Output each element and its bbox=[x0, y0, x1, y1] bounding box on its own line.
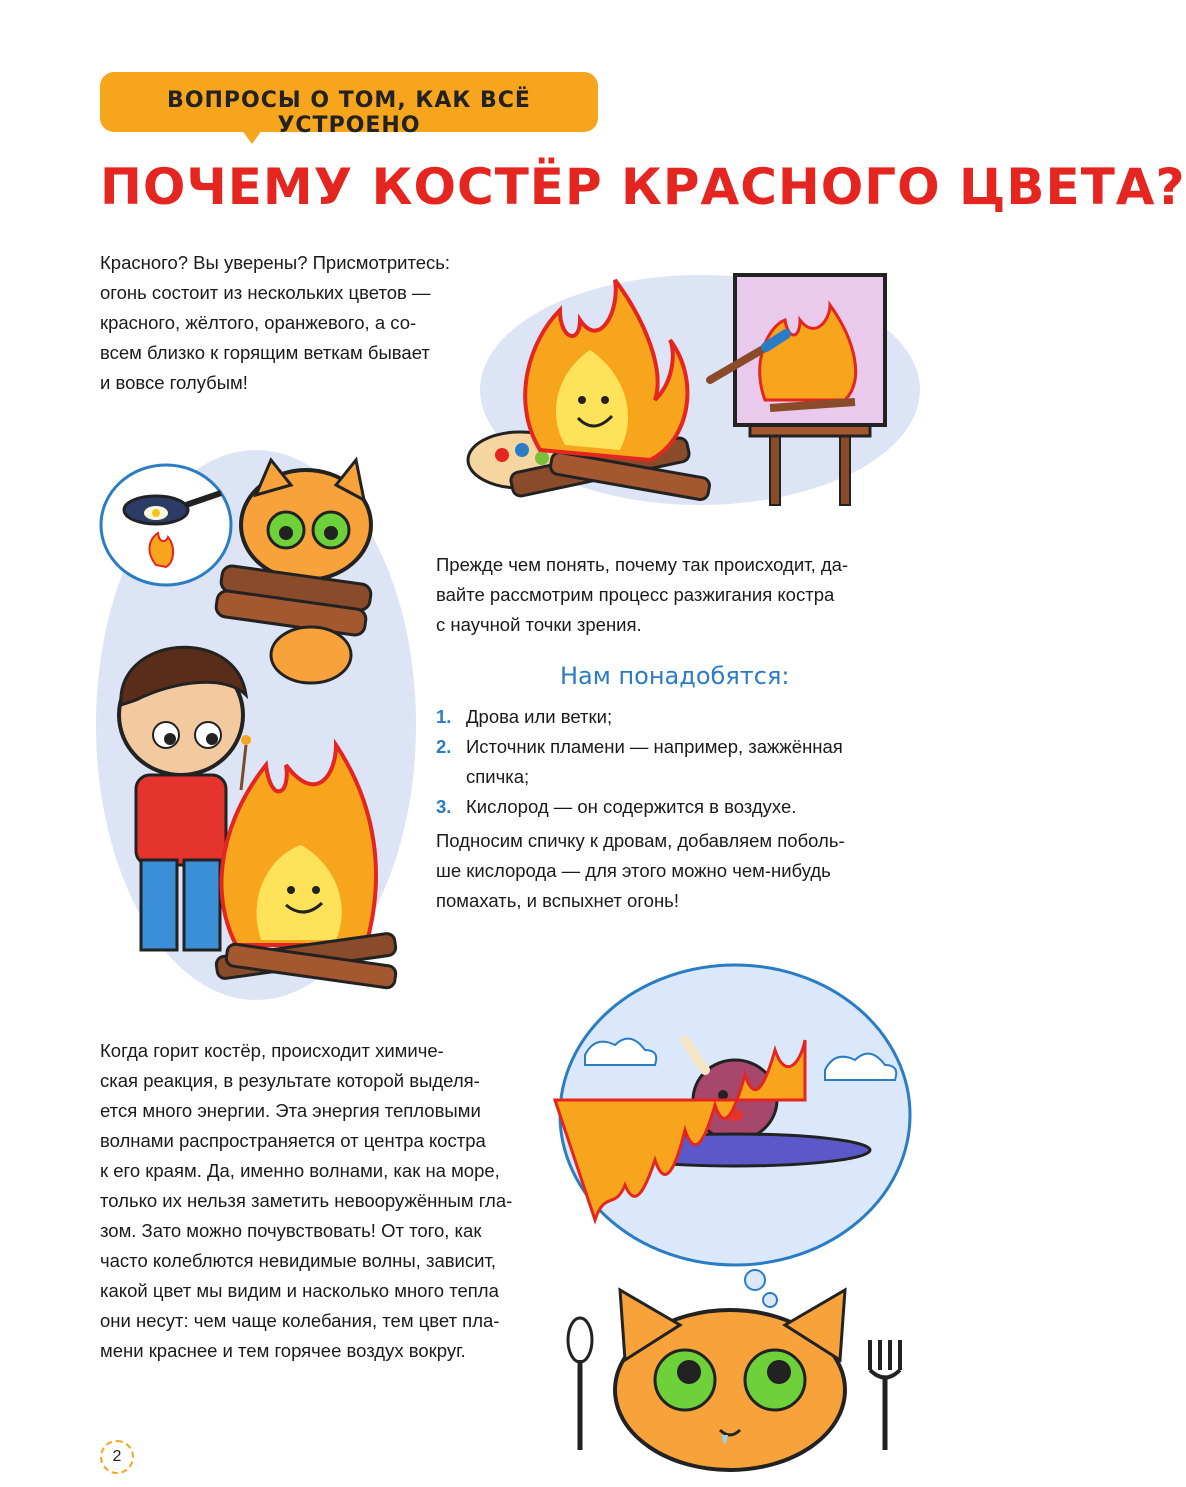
waves-line: часто колеблются невидимые волны, зависит, bbox=[100, 1250, 497, 1271]
section-tag bbox=[100, 72, 598, 138]
cat-dream-illustration bbox=[555, 960, 915, 1470]
intro-line: всем близко к горящим веткам бывает bbox=[100, 342, 430, 363]
campfire-painting-illustration bbox=[470, 250, 920, 510]
shirt bbox=[136, 775, 226, 865]
ignite-paragraph bbox=[436, 826, 896, 916]
list-item bbox=[436, 792, 906, 822]
needs-list bbox=[436, 702, 906, 822]
waves-line: волнами распространяется от центра костра bbox=[100, 1130, 486, 1151]
process-line: Прежде чем понять, почему так происходит, да- bbox=[436, 554, 849, 575]
list-item-text: Кислород — он содержится в воздухе. bbox=[466, 796, 797, 817]
page-title: ПОЧЕМУ КОСТЁР КРАСНОГО ЦВЕТА? bbox=[100, 158, 1186, 216]
process-line: с научной точки зрения. bbox=[436, 614, 642, 635]
waves-line: зом. Зато можно почувствовать! От того, как bbox=[100, 1220, 482, 1241]
spoon-icon bbox=[568, 1318, 592, 1362]
waves-paragraph bbox=[100, 1036, 560, 1366]
waves-line: к его краям. Да, именно волнами, как на море, bbox=[100, 1160, 500, 1181]
easel-leg bbox=[840, 430, 850, 505]
process-line: вайте рассмотрим процесс разжигания костра bbox=[436, 584, 835, 605]
ignite-line: помахать, и вспыхнет огонь! bbox=[436, 890, 679, 911]
ignite-line: Подносим спичку к дровам, добавляем поболь- bbox=[436, 830, 845, 851]
process-paragraph bbox=[436, 550, 896, 640]
list-item-text: Источник пламени — например, зажжённая спичка; bbox=[466, 736, 843, 787]
waves-line: только их нельзя заметить невооружённым гла- bbox=[100, 1190, 513, 1211]
list-item bbox=[436, 732, 906, 792]
list-item-number: 3. bbox=[436, 796, 452, 817]
ignite-line: ше кислорода — для этого можно чем-нибудь bbox=[436, 860, 831, 881]
waves-line: ется много энергии. Эта энергия тепловыми bbox=[100, 1100, 481, 1121]
intro-line: и вовсе голубым! bbox=[100, 372, 248, 393]
waves-line: Когда горит костёр, происходит химиче- bbox=[100, 1040, 444, 1061]
waves-line: мени краснее и тем горячее воздух вокруг. bbox=[100, 1340, 466, 1361]
list-item-number: 2. bbox=[436, 736, 452, 757]
intro-line: огонь состоит из нескольких цветов — bbox=[100, 282, 431, 303]
list-item bbox=[436, 702, 906, 732]
boy-cat-fire-illustration bbox=[96, 445, 416, 1005]
intro-paragraph bbox=[100, 248, 500, 398]
fork-icon bbox=[870, 1340, 900, 1378]
list-item-number: 1. bbox=[436, 706, 452, 727]
intro-line: красного, жёлтого, оранжевого, а со- bbox=[100, 312, 417, 333]
page-number: 2 bbox=[100, 1440, 134, 1474]
easel-leg bbox=[770, 430, 780, 505]
waves-line: они несут: чем чаще колебания, тем цвет пла- bbox=[100, 1310, 500, 1331]
needs-heading: Нам понадобятся: bbox=[560, 662, 790, 690]
section-tag-label: ВОПРОСЫ О ТОМ, КАК ВСЁ УСТРОЕНО bbox=[167, 88, 531, 138]
intro-line: Красного? Вы уверены? Присмотритесь: bbox=[100, 252, 451, 273]
waves-line: ская реакция, в результате которой выделя- bbox=[100, 1070, 480, 1091]
section-tag-tail bbox=[242, 130, 262, 144]
list-item-text: Дрова или ветки; bbox=[466, 706, 613, 727]
waves-line: какой цвет мы видим и насколько много тепла bbox=[100, 1280, 499, 1301]
